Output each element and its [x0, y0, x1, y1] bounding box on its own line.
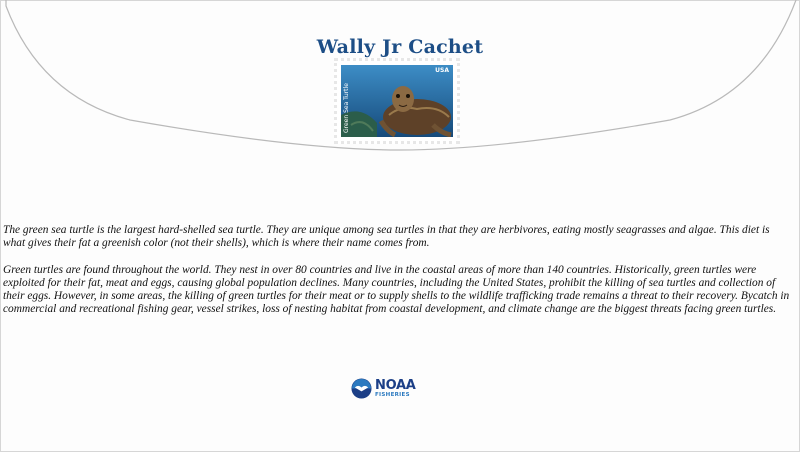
postage-stamp	[334, 58, 460, 144]
sea-turtle-stamp-image	[341, 65, 453, 137]
stamp-caption: Green Sea Turtle	[343, 83, 350, 133]
noaa-fisheries-logo	[351, 378, 416, 399]
paragraph-diet: The green sea turtle is the largest hard-shelled sea turtle. They are unique among sea turtles in that they are herbivores, eating mostly seagrasses and algae. This diet is what gives their fat a greenish color (not their shells), which is where their name comes from.	[3, 224, 770, 250]
description-text	[3, 224, 793, 330]
paragraph-threats: Green turtles are found throughout the world. They nest in over 80 countries and live in the coastal areas of more than 140 countries. Historically, green turtles were exploited for their fat, meat and eggs, causing global population declines. Many countries, including the United States, prohibit the killing of sea turtles and collection of their eggs. However, in some areas, the killing of green turtles for their meat or to supply shells to the wildlife trafficking trade remains a threat to their recovery. Bycatch in commercial and recreational fishing gear, vessel strikes, loss of nesting habitat from coastal development, and climate change are the biggest threats facing green turtles.	[3, 263, 790, 316]
cachet-title: Wally Jr Cachet	[316, 36, 484, 58]
logo-name: NOAA	[375, 377, 416, 393]
logo-subtitle: FISHERIES	[375, 391, 410, 398]
stamp-denomination: USA	[435, 67, 449, 74]
noaa-emblem-icon	[351, 378, 372, 399]
turtle-illustration	[341, 65, 453, 137]
